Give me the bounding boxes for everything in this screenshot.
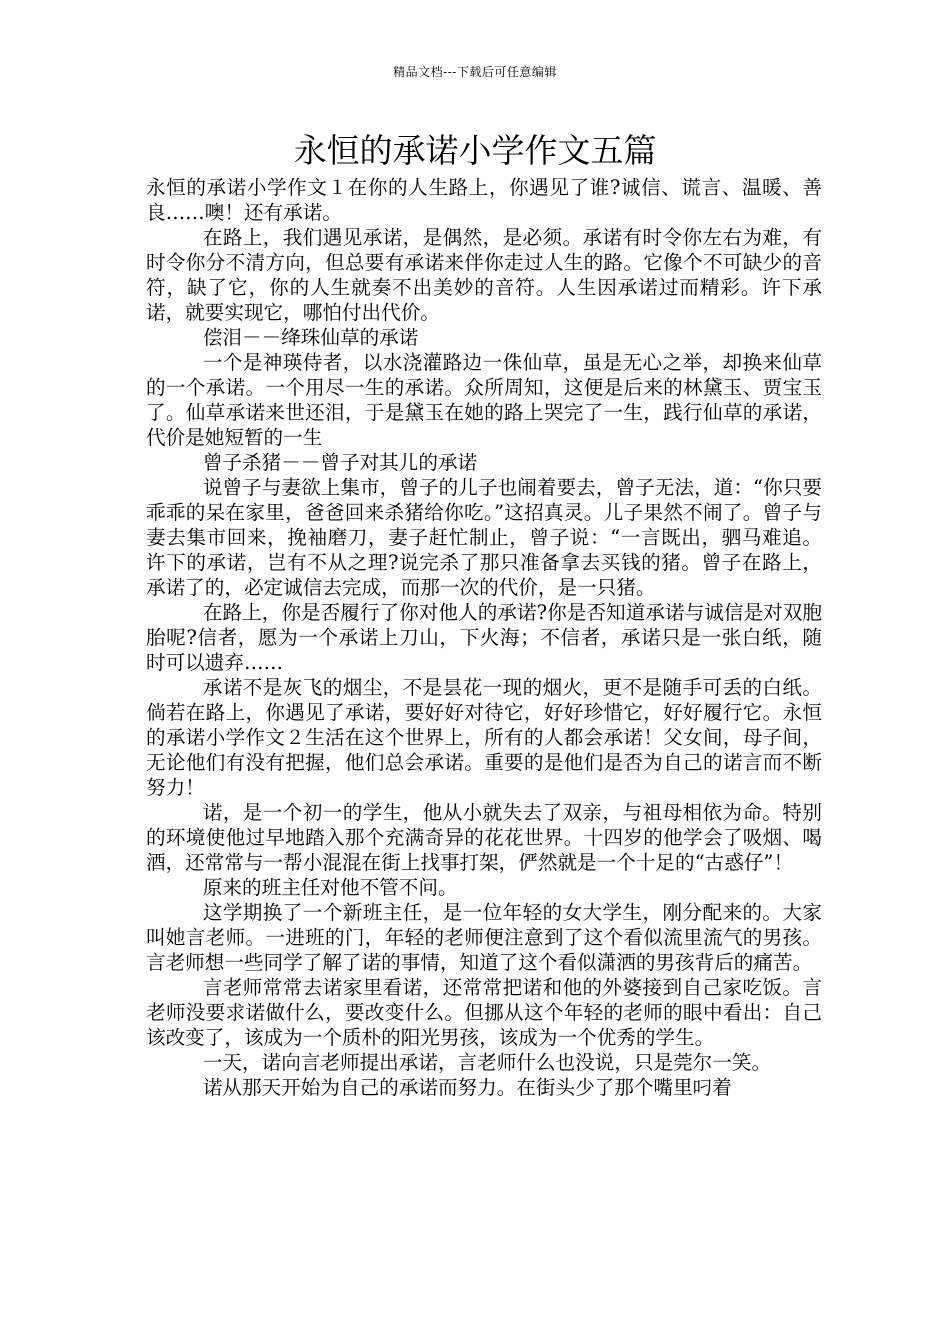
paragraph: 承诺不是灰飞的烟尘，不是昙花一现的烟火，更不是随手可丢的白纸。倘若在路上，你遇见了承诺，要好好对待它，好好珍惜它，好好履行它。永恒的承诺小学作文２生活在这个世界上，所有的人都会承诺！父女间，母子间，无论他们有没有把握，他们总会承诺。重要的是他们是否为自己的诺言而不断努力！ bbox=[146, 676, 822, 799]
paragraph: 在路上，你是否履行了你对他人的承诺?你是否知道承诺与诚信是对双胞胎呢?信者，愿为一个承诺上刀山，下火海；不信者，承诺只是一张白纸，随时可以遗弃…… bbox=[146, 601, 822, 674]
paragraph: 说曾子与妻欲上集市，曾子的儿子也闹着要去，曾子无法，道：“你只要乖乖的呆在家里，爸爸回来杀猪给你吃。”这招真灵。儿子果然不闹了。曾子与妻去集市回来，挽袖磨刀，妻子赶忙制止，曾子说：“一言既出，驷马难追。许下的承诺，岂有不从之理?说完杀了那只准备拿去买钱的猪。曾子在路上，承诺了的，必定诚信去完成，而那一次的代价，是一只猪。 bbox=[146, 476, 822, 599]
document-body bbox=[146, 175, 822, 1100]
paragraph: 原来的班主任对他不管不问。 bbox=[202, 876, 458, 899]
paragraph: 诺，是一个初一的学生，他从小就失去了双亲，与祖母相依为命。特别的环境使他过早地踏入那个充满奇异的花花世界。十四岁的他学会了吸烟、喝酒，还常常与一帮小混混在街上找事打架，俨然就是一个十足的“古惑仔”！ bbox=[146, 801, 822, 874]
paragraph: 在路上，我们遇见承诺，是偶然，是必须。承诺有时令你左右为难，有时令你分不清方向，但总要有承诺来伴你走过人生的路。它像个不可缺少的音符，缺了它，你的人生就奏不出美妙的音符。人生因承诺过而精彩。许下承诺，就要实现它，哪怕付出代价。 bbox=[146, 226, 822, 324]
paragraph: 永恒的承诺小学作文１在你的人生路上，你遇见了谁?诚信、谎言、温暖、善良……噢！还有承诺。 bbox=[146, 176, 822, 224]
paragraph: 言老师常常去诺家里看诺，还常常把诺和他的外婆接到自己家吃饭。言老师没要求诺做什么，要改变什么。但挪从这个年轻的老师的眼中看出：自己该改变了，该成为一个质朴的阳光男孩，该成为一个优秀的学生。 bbox=[146, 976, 822, 1049]
document-title: 永恒的承诺小学作文五篇 bbox=[293, 131, 657, 170]
paragraph: 这学期换了一个新班主任，是一位年轻的女大学生，刚分配来的。大家叫她言老师。一进班的门，年轻的老师便注意到了这个看似流里流气的男孩。言老师想一些同学了解了诺的事情，知道了这个看似潇洒的男孩背后的痛苦。 bbox=[146, 901, 822, 974]
page-header: 精品文档---下载后可任意编辑 bbox=[393, 65, 557, 79]
section-heading: 偿泪－－绛珠仙草的承诺 bbox=[202, 326, 419, 349]
section-heading: 曾子杀猪－－曾子对其儿的承诺 bbox=[202, 451, 478, 474]
paragraph: 诺从那天开始为自己的承诺而努力。在街头少了那个嘴里叼着 bbox=[202, 1076, 732, 1099]
paragraph: 一个是神瑛侍者，以水浇灌路边一侏仙草，虽是无心之举，却换来仙草的一个承诺。一个用尽一生的承诺。众所周知，这便是后来的林黛玉、贾宝玉了。仙草承诺来世还泪，于是黛玉在她的路上哭完了一生，践行仙草的承诺，代价是她短暂的一生 bbox=[146, 351, 822, 449]
paragraph: 一天，诺向言老师提出承诺，言老师什么也没说，只是莞尔一笑。 bbox=[202, 1051, 772, 1074]
